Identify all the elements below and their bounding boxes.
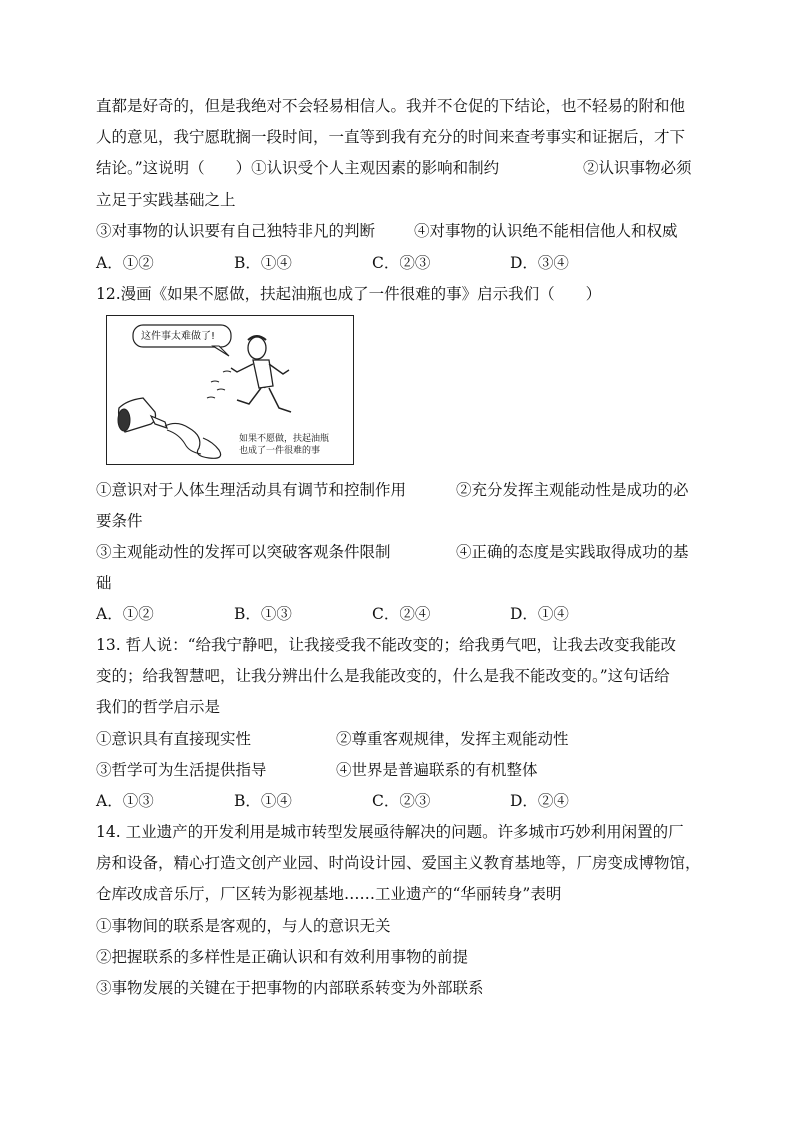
q11-option-c[interactable]: C．②③	[372, 254, 431, 272]
q11-statement-2: ②认识事物必须	[583, 159, 692, 177]
q13-option-d[interactable]: D．②④	[510, 792, 569, 810]
q13-statement-1: ①意识具有直接现实性	[96, 730, 252, 748]
q11-option-d[interactable]: D．③④	[510, 254, 569, 272]
q14-text-line-3: 仓库改成音乐厅，厂区转为影视基地……工业遗产的“华丽转身”表明	[96, 885, 562, 903]
q12-cartoon	[106, 315, 354, 465]
q12-option-d[interactable]: D．①④	[510, 605, 569, 623]
q13-option-c[interactable]: C．②③	[372, 792, 431, 810]
q11-statement-4: ④对事物的认识绝不能相信他人和权威	[414, 222, 678, 240]
q12-statement-4-cont: 础	[96, 574, 112, 592]
q11-text-line-2: 人的意见，我宁愿耽搁一段时间，一直等到我有充分的时间来查考事实和证据后，才下	[96, 128, 686, 146]
q14-statement-3: ③事物发展的关键在于把事物的内部联系转变为外部联系	[96, 979, 484, 997]
cartoon-caption	[239, 433, 329, 457]
q12-statement-4: ④正确的态度是实践取得成功的基	[456, 543, 689, 561]
q12-option-b[interactable]: B．①③	[234, 605, 292, 623]
q14-statement-1: ①事物间的联系是客观的，与人的意识无关	[96, 917, 391, 935]
q12-option-a[interactable]: A．①②	[96, 605, 154, 623]
q14-text-line-1: 14. 工业遗产的开发利用是城市转型发展亟待解决的问题。许多城市巧妙利用闲置的厂	[96, 823, 684, 841]
q13-statement-4: ④世界是普遍联系的有机整体	[336, 761, 538, 779]
q11-option-a[interactable]: A．①②	[96, 254, 154, 272]
cartoon-bubble-text: 这件事太难做了!	[141, 331, 216, 342]
q13-statement-3: ③哲学可为生活提供指导	[96, 761, 267, 779]
q11-statement-3: ③对事物的认识要有自己独特非凡的判断	[96, 222, 376, 240]
q13-statement-2: ②尊重客观规律，发挥主观能动性	[336, 730, 569, 748]
q12-option-c[interactable]: C．②④	[372, 605, 431, 623]
q13-text-line-2: 变的；给我智慧吧，让我分辨出什么是我能改变的，什么是我不能改变的。”这句话给	[96, 667, 670, 685]
q11-option-b[interactable]: B．①④	[234, 254, 292, 272]
q11-text-line-1: 直都是好奇的，但是我绝对不会轻易相信人。我并不仓促的下结论，也不轻易的附和他	[96, 97, 686, 115]
q12-stem: 12.漫画《如果不愿做，扶起油瓶也成了一件很难的事》启示我们（ ）	[96, 285, 602, 303]
q13-text-line-3: 我们的哲学启示是	[96, 698, 221, 716]
q13-option-b[interactable]: B．①④	[234, 792, 292, 810]
q12-statement-2-cont: 要条件	[96, 512, 143, 530]
q12-statement-2: ②充分发挥主观能动性是成功的必	[456, 481, 689, 499]
q11-text-line-4: 立足于实践基础之上	[96, 191, 236, 209]
q12-statement-3: ③主观能动性的发挥可以突破客观条件限制	[96, 543, 391, 561]
q14-text-line-2: 房和设备，精心打造文创产业园、时尚设计园、爱国主义教育基地等，厂房变成博物馆，	[96, 854, 701, 872]
q13-text-line-1: 13. 哲人说：“给我宁静吧，让我接受我不能改变的；给我勇气吧，让我去改变我能改	[96, 636, 677, 654]
q14-statement-2: ②把握联系的多样性是正确认识和有效利用事物的前提	[96, 948, 469, 966]
q11-text-line-3a: 结论。”这说明（ ）①认识受个人主观因素的影响和制约	[96, 159, 500, 177]
cartoon-caption-line-2: 也成了一件很难的事	[239, 446, 321, 456]
cartoon-caption-line-1: 如果不愿做，扶起油瓶	[239, 434, 330, 444]
q12-statement-1: ①意识对于人体生理活动具有调节和控制作用	[96, 481, 407, 499]
q13-option-a[interactable]: A．①③	[96, 792, 154, 810]
